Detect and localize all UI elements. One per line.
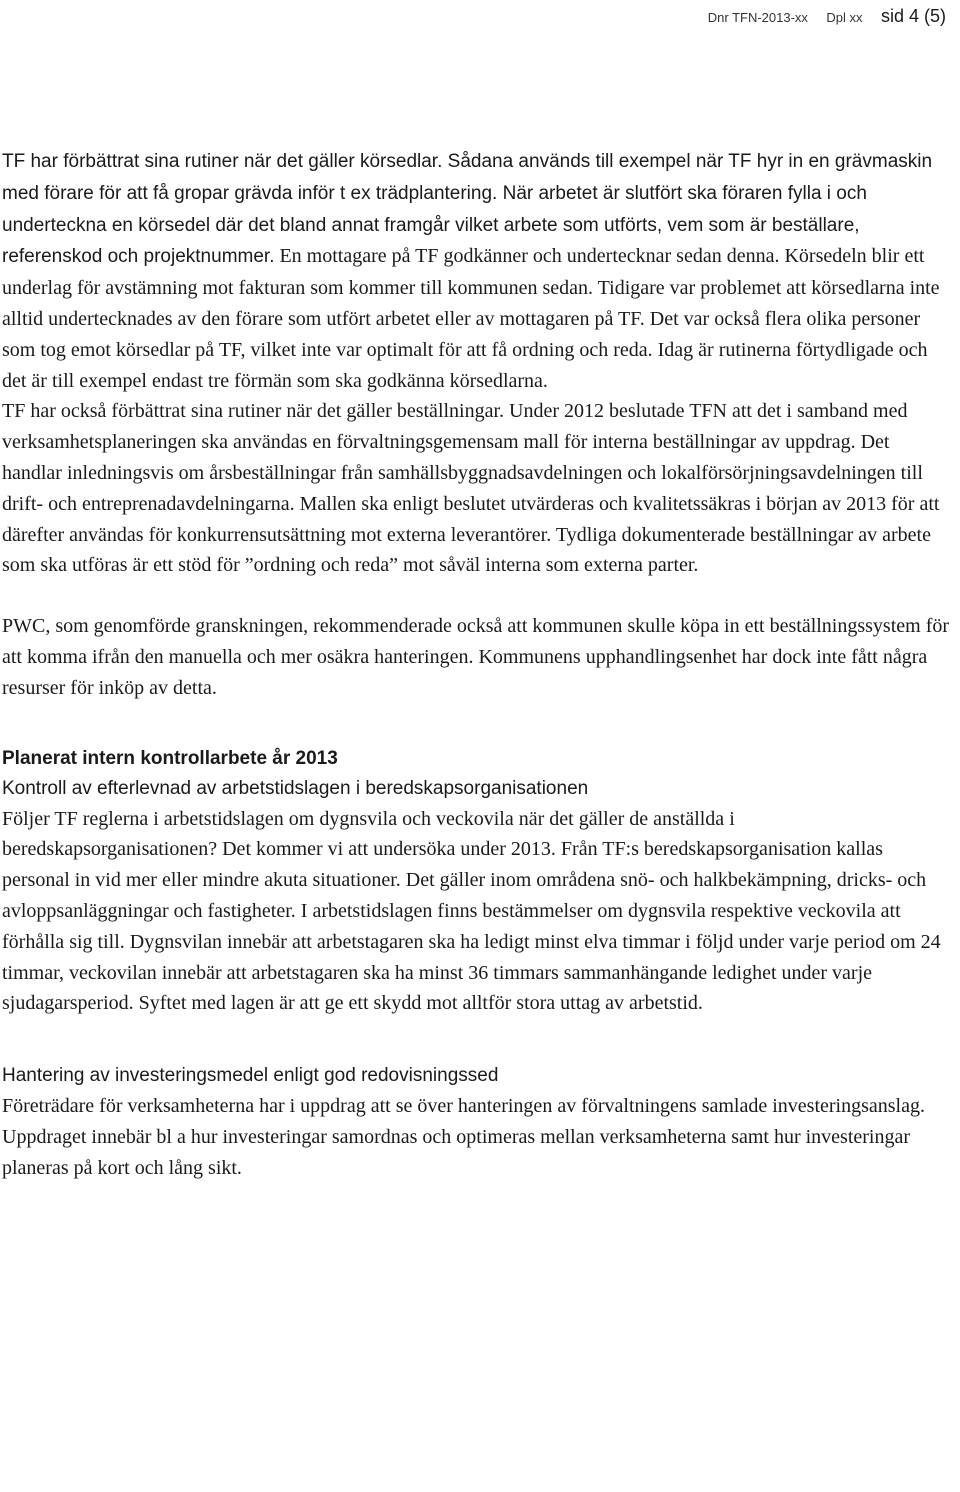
paragraph-investeringsmedel: Företrädare för verksamheterna har i uppdrag att se över hanteringen av förvaltningens samlade investeringsanslag. Uppdraget innebär bl a hur investeringar samordnas och optimeras mellan verksamheterna samt hur investeringar planeras på kort och lång sikt.	[2, 1095, 925, 1179]
dpl-number: Dpl xx	[826, 10, 863, 25]
document-number: Dnr TFN-2013-xx	[707, 10, 808, 25]
paragraph-arbetstidslagen: Följer TF reglerna i arbetstidslagen om dygnsvila och veckovila när det gäller de anställda i beredskapsorganisationen? Det kommer vi att undersöka under 2013. Från TF:s beredskapsorganisation kallas personal in vid mer eller mindre akuta situationer. Det gäller inom områdena snö- och halkbekämpning, dricks- och avloppsanläggningar och fastigheter. I arbetstidslagen finns bestämmelser om dygnsvila respektive veckovila att förhålla sig till. Dygnsvilan innebär att arbetstagaren ska ha ledigt minst elva timmar i följd under varje period om 24 timmar, veckovilan innebär att arbetstagaren ska ha minst 36 timmars sammanhängande ledighet under varje sjudagarsperiod. Syftet med lagen är att ge ett skydd mot alltför stora uttag av arbetstid.	[2, 807, 941, 1015]
page-number: sid 4 (5)	[880, 6, 946, 26]
section-heading: Planerat intern kontrollarbete år 2013	[2, 747, 338, 769]
subheading-arbetstidslagen: Kontroll av efterlevnad av arbetstidslagen i beredskapsorganisationen	[2, 777, 589, 799]
subheading-investeringsmedel: Hantering av investeringsmedel enligt god redovisningssed	[2, 1065, 499, 1087]
paragraph-korsedlar	[2, 146, 952, 396]
page-header	[708, 6, 946, 27]
paragraph-korsedlar-sans-part: TF har förbättrat sina rutiner när det gäller körsedlar. Sådana används till exempel när TF hyr in en grävmaskin med förare för att få gropar grävda inför t ex trädplantering. När arbetet är slutfört ska föraren fylla i och underteckna en körsedel där det bland annat framgår vilket arbete som utförts, vem som är beställare, referenskod och projektnummer.	[2, 151, 933, 268]
paragraph-korsedlar-serif-part: En mottagare på TF godkänner och undertecknar sedan denna. Körsedeln blir ett underlag för avstämning mot fakturan som kommer till kommunen sedan. Tidigare var problemet att körsedlarna inte alltid undertecknades av den förare som utfört arbetet eller av mottagaren på TF. Det var också flera olika personer som tog emot körsedlar på TF, vilket inte var optimalt för att få ordning och reda. Idag är rutinerna förtydligade och det är till exempel endast tre förmän som ska godkänna körsedlarna.	[2, 245, 940, 392]
paragraph-pwc: PWC, som genomförde granskningen, rekommenderade också att kommunen skulle köpa in ett beställningssystem för att komma ifrån den manuella och mer osäkra hanteringen. Kommunens upphandlingsenhet har dock inte fått några resurser för inköp av detta.	[2, 615, 950, 699]
document-body	[2, 146, 952, 1184]
paragraph-bestallningar: TF har också förbättrat sina rutiner när det gäller beställningar. Under 2012 beslutade TFN att det i samband med verksamhetsplaneringen ska användas en förvaltningsgemensam mall för interna beställningar av uppdrag. Det handlar inledningsvis om årsbeställningar från samhällsbyggnadsavdelningen och lokalförsörjningsavdelningen till drift- och entreprenadavdelningarna. Mallen ska enligt beslutet utvärderas och kvalitetssäkras i början av 2013 för att därefter användas för konkurrensutsättning mot externa leverantörer. Tydliga dokumenterade beställningar av arbete som ska utföras är ett stöd för ”ordning och reda” mot såväl interna som externa parter.	[2, 400, 940, 577]
